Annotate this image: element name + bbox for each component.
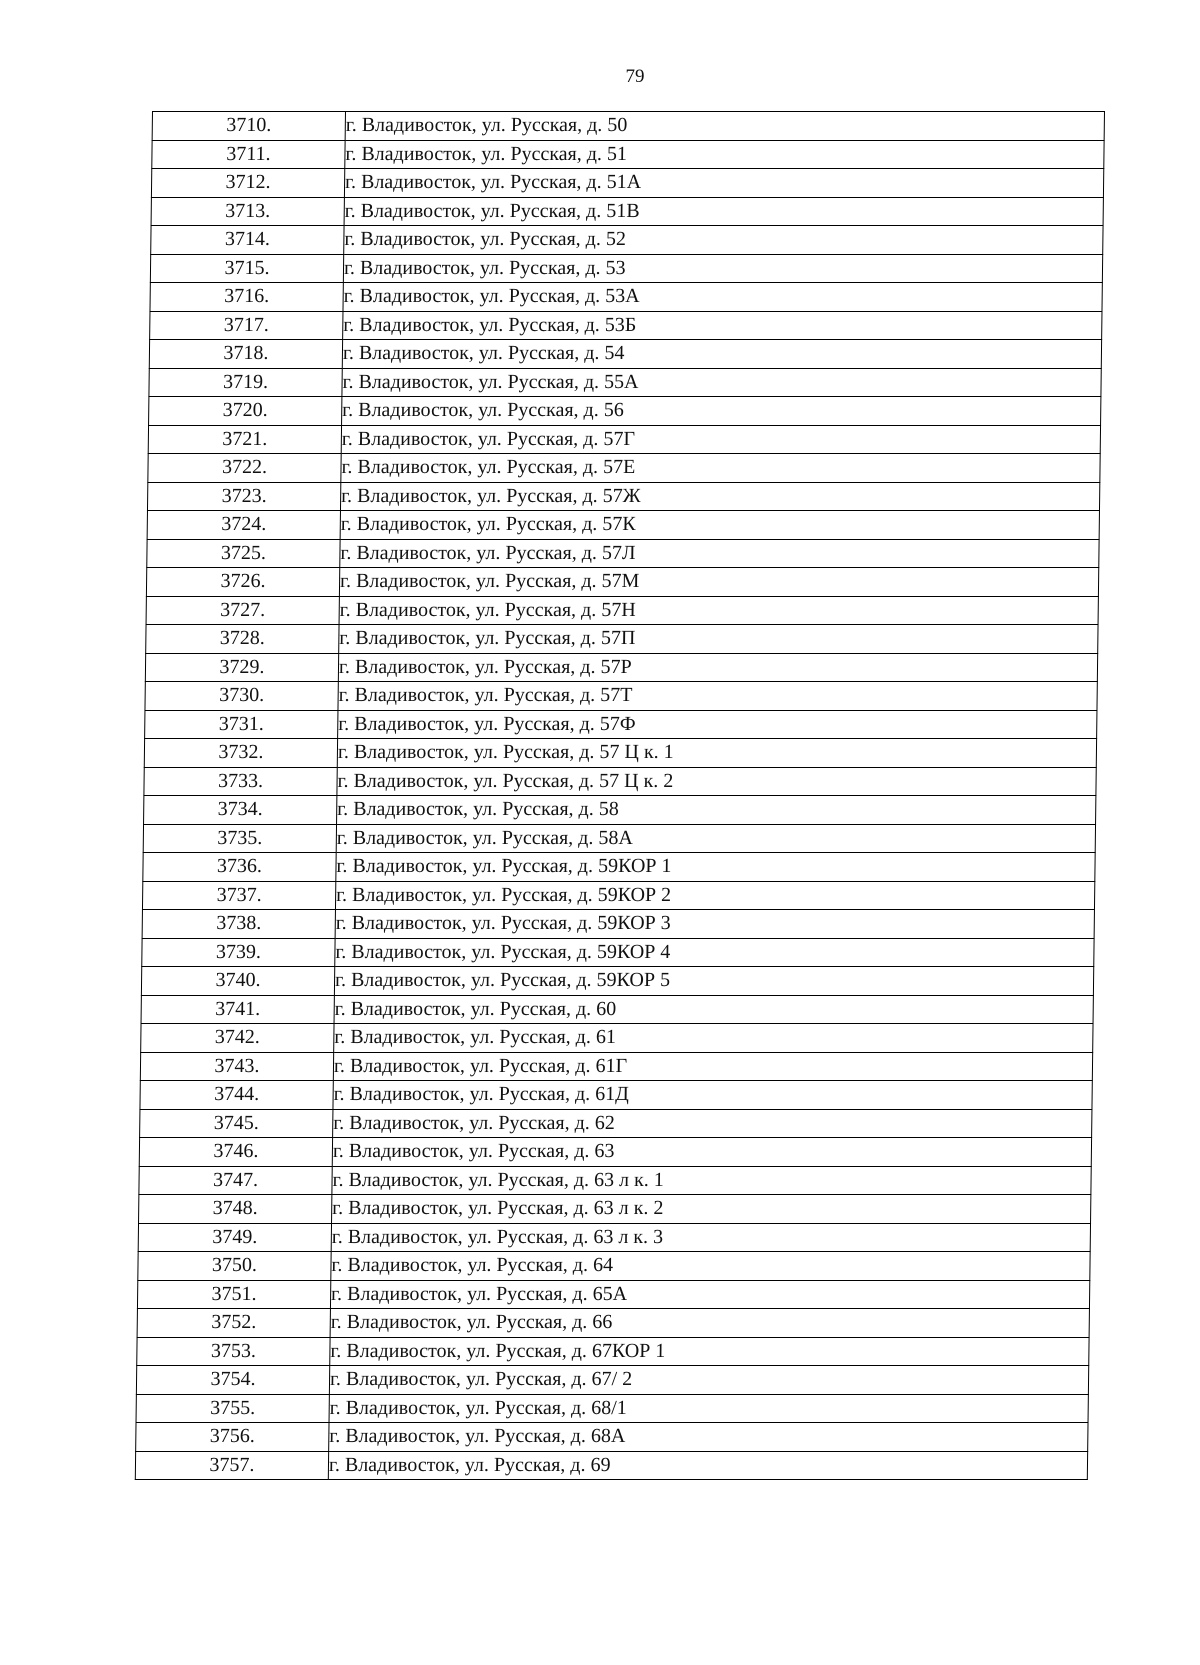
table-row (145, 653, 1097, 682)
table-row (144, 739, 1096, 768)
table-row (139, 1138, 1091, 1167)
table-row (143, 853, 1095, 882)
page-number: 79 (625, 66, 645, 87)
row-address: г. Владивосток, ул. Русская, д. 50 (345, 112, 1104, 141)
table-row (140, 1109, 1092, 1138)
row-address: г. Владивосток, ул. Русская, д. 57Е (341, 454, 1100, 483)
row-address: г. Владивосток, ул. Русская, д. 66 (330, 1309, 1089, 1338)
row-address: г. Владивосток, ул. Русская, д. 68А (329, 1423, 1088, 1452)
table-row (137, 1337, 1089, 1366)
row-address: г. Владивосток, ул. Русская, д. 57 Ц к. 2 (337, 767, 1096, 796)
row-number: 3748. (139, 1195, 332, 1224)
row-number: 3730. (145, 682, 338, 711)
row-number: 3740. (141, 967, 334, 996)
table-row (147, 539, 1099, 568)
address-table-body (135, 112, 1104, 1480)
table-row (147, 482, 1099, 511)
table-row (149, 368, 1101, 397)
table-row (148, 454, 1100, 483)
row-address: г. Владивосток, ул. Русская, д. 57Г (341, 425, 1100, 454)
table-row (142, 881, 1094, 910)
table-row (139, 1195, 1091, 1224)
table-row (138, 1252, 1090, 1281)
table-row (140, 1052, 1092, 1081)
row-address: г. Владивосток, ул. Русская, д. 56 (342, 397, 1101, 426)
row-number: 3754. (136, 1366, 329, 1395)
row-number: 3722. (148, 454, 341, 483)
row-address: г. Владивосток, ул. Русская, д. 59КОР 3 (335, 910, 1094, 939)
row-address: г. Владивосток, ул. Русская, д. 67/ 2 (329, 1366, 1088, 1395)
row-number: 3718. (149, 340, 342, 369)
table-row (141, 1024, 1093, 1053)
table-row (152, 140, 1104, 169)
row-number: 3752. (137, 1309, 330, 1338)
row-address: г. Владивосток, ул. Русская, д. 51В (344, 197, 1103, 226)
table-row (137, 1280, 1089, 1309)
row-number: 3750. (138, 1252, 331, 1281)
row-number: 3734. (144, 796, 337, 825)
row-address: г. Владивосток, ул. Русская, д. 58А (336, 824, 1095, 853)
row-number: 3729. (145, 653, 338, 682)
row-number: 3725. (147, 539, 340, 568)
row-address: г. Владивосток, ул. Русская, д. 62 (333, 1109, 1092, 1138)
row-number: 3721. (148, 425, 341, 454)
row-address: г. Владивосток, ул. Русская, д. 57Т (338, 682, 1097, 711)
table-row (149, 397, 1101, 426)
table-row (152, 112, 1104, 141)
address-table-wrapper (135, 111, 1105, 1480)
row-address: г. Владивосток, ул. Русская, д. 67КОР 1 (330, 1337, 1089, 1366)
table-row (143, 824, 1095, 853)
row-number: 3753. (137, 1337, 330, 1366)
table-row (149, 340, 1101, 369)
row-number: 3719. (149, 368, 342, 397)
table-row (148, 425, 1100, 454)
row-address: г. Владивосток, ул. Русская, д. 61Г (333, 1052, 1092, 1081)
table-row (151, 169, 1103, 198)
row-address: г. Владивосток, ул. Русская, д. 58 (337, 796, 1096, 825)
row-number: 3743. (140, 1052, 333, 1081)
table-row (141, 967, 1093, 996)
row-number: 3751. (137, 1280, 330, 1309)
address-table (135, 111, 1105, 1480)
row-address: г. Владивосток, ул. Русская, д. 53 (343, 254, 1102, 283)
table-row (135, 1451, 1087, 1480)
row-number: 3712. (151, 169, 344, 198)
row-address: г. Владивосток, ул. Русская, д. 57Н (339, 596, 1098, 625)
table-row (150, 283, 1102, 312)
table-row (136, 1394, 1088, 1423)
table-row (136, 1423, 1088, 1452)
row-address: г. Владивосток, ул. Русская, д. 53Б (343, 311, 1102, 340)
table-row (150, 311, 1102, 340)
table-row (140, 1081, 1092, 1110)
row-number: 3710. (152, 112, 345, 141)
row-address: г. Владивосток, ул. Русская, д. 53А (343, 283, 1102, 312)
row-address: г. Владивосток, ул. Русская, д. 59КОР 2 (335, 881, 1094, 910)
row-address: г. Владивосток, ул. Русская, д. 68/1 (329, 1394, 1088, 1423)
row-number: 3737. (142, 881, 335, 910)
table-row (146, 596, 1098, 625)
row-address: г. Владивосток, ул. Русская, д. 63 л к. 3 (331, 1223, 1090, 1252)
row-number: 3741. (141, 995, 334, 1024)
table-row (151, 197, 1103, 226)
row-address: г. Владивосток, ул. Русская, д. 61 (334, 1024, 1093, 1053)
table-row (145, 710, 1097, 739)
row-number: 3747. (139, 1166, 332, 1195)
table-row (142, 938, 1094, 967)
row-number: 3746. (139, 1138, 332, 1167)
row-address: г. Владивосток, ул. Русская, д. 57 Ц к. 1 (337, 739, 1096, 768)
row-address: г. Владивосток, ул. Русская, д. 54 (342, 340, 1101, 369)
row-address: г. Владивосток, ул. Русская, д. 63 л к. 1 (332, 1166, 1091, 1195)
table-row (145, 682, 1097, 711)
row-number: 3732. (144, 739, 337, 768)
table-row (142, 910, 1094, 939)
table-row (141, 995, 1093, 1024)
row-address: г. Владивосток, ул. Русская, д. 61Д (333, 1081, 1092, 1110)
row-address: г. Владивосток, ул. Русская, д. 59КОР 4 (335, 938, 1094, 967)
row-address: г. Владивосток, ул. Русская, д. 51А (344, 169, 1103, 198)
row-address: г. Владивосток, ул. Русская, д. 63 л к. 2 (332, 1195, 1091, 1224)
row-number: 3713. (151, 197, 344, 226)
row-address: г. Владивосток, ул. Русская, д. 60 (334, 995, 1093, 1024)
row-address: г. Владивосток, ул. Русская, д. 65А (330, 1280, 1089, 1309)
row-number: 3744. (140, 1081, 333, 1110)
row-address: г. Владивосток, ул. Русская, д. 69 (328, 1451, 1087, 1480)
table-row (144, 796, 1096, 825)
row-number: 3745. (140, 1109, 333, 1138)
row-address: г. Владивосток, ул. Русская, д. 64 (331, 1252, 1090, 1281)
row-number: 3733. (144, 767, 337, 796)
table-row (144, 767, 1096, 796)
row-address: г. Владивосток, ул. Русская, д. 57Р (338, 653, 1097, 682)
table-row (136, 1366, 1088, 1395)
table-row (146, 625, 1098, 654)
row-number: 3742. (141, 1024, 334, 1053)
row-number: 3756. (136, 1423, 329, 1452)
row-number: 3728. (146, 625, 339, 654)
row-number: 3757. (135, 1451, 328, 1480)
row-address: г. Владивосток, ул. Русская, д. 51 (345, 140, 1104, 169)
row-number: 3731. (145, 710, 338, 739)
row-number: 3711. (152, 140, 345, 169)
row-address: г. Владивосток, ул. Русская, д. 59КОР 5 (334, 967, 1093, 996)
row-number: 3749. (138, 1223, 331, 1252)
row-address: г. Владивосток, ул. Русская, д. 59КОР 1 (336, 853, 1095, 882)
row-address: г. Владивосток, ул. Русская, д. 57Ф (338, 710, 1097, 739)
table-row (150, 254, 1102, 283)
table-row (146, 568, 1098, 597)
row-number: 3720. (149, 397, 342, 426)
table-row (139, 1166, 1091, 1195)
row-address: г. Владивосток, ул. Русская, д. 57М (339, 568, 1098, 597)
row-address: г. Владивосток, ул. Русская, д. 57Л (340, 539, 1099, 568)
row-number: 3723. (147, 482, 340, 511)
table-row (137, 1309, 1089, 1338)
row-number: 3726. (146, 568, 339, 597)
row-address: г. Владивосток, ул. Русская, д. 57К (340, 511, 1099, 540)
row-number: 3717. (150, 311, 343, 340)
row-number: 3755. (136, 1394, 329, 1423)
row-number: 3724. (147, 511, 340, 540)
table-row (138, 1223, 1090, 1252)
row-number: 3739. (142, 938, 335, 967)
table-row (151, 226, 1103, 255)
row-number: 3727. (146, 596, 339, 625)
row-address: г. Владивосток, ул. Русская, д. 57П (339, 625, 1098, 654)
row-address: г. Владивосток, ул. Русская, д. 57Ж (340, 482, 1099, 511)
row-number: 3714. (151, 226, 344, 255)
row-address: г. Владивосток, ул. Русская, д. 52 (344, 226, 1103, 255)
row-address: г. Владивосток, ул. Русская, д. 55А (342, 368, 1101, 397)
row-number: 3716. (150, 283, 343, 312)
row-number: 3738. (142, 910, 335, 939)
row-number: 3715. (150, 254, 343, 283)
row-number: 3735. (143, 824, 336, 853)
row-number: 3736. (143, 853, 336, 882)
row-address: г. Владивосток, ул. Русская, д. 63 (332, 1138, 1091, 1167)
table-row (147, 511, 1099, 540)
